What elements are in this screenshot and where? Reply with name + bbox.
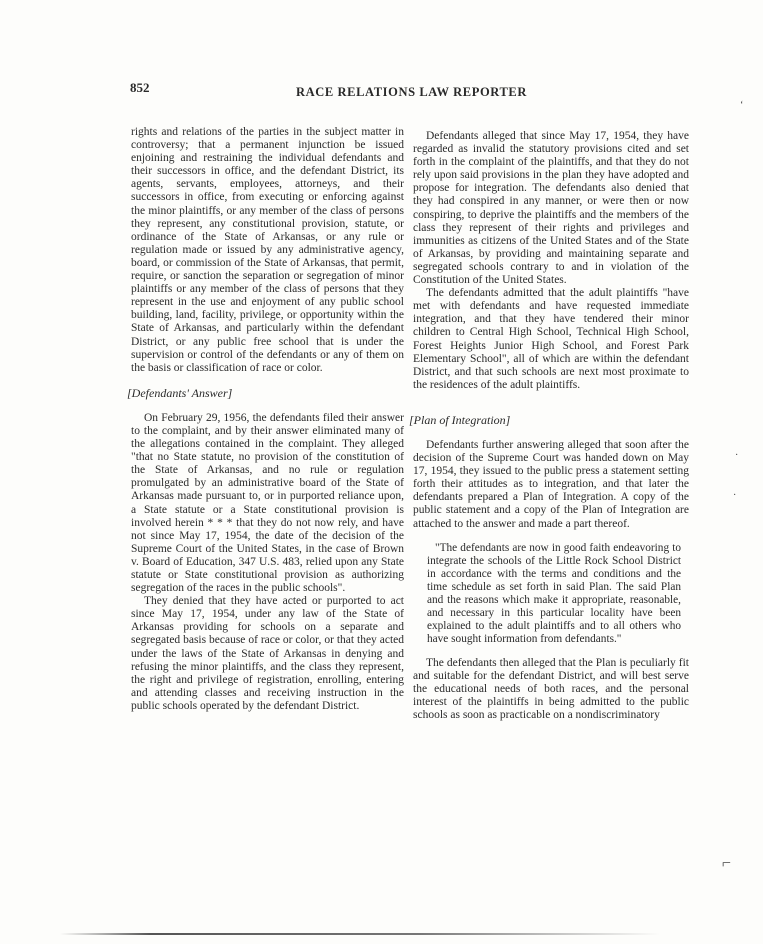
paragraph: On February 29, 1956, the defendants filed their answer to the complaint, and by their answer eliminated many of the allegations contained in the complaint. They alleged "that no State statute, no provision of the constitution of the State of Arkansas, and no rule or regulation promulgated by an administrative board of the State of Arkansas made pursuant to, or in purported reliance upon, a State statute or a State constitutional provision is involved herein * * * that they do not now rely, and have not since May 17, 1954, the date of the decision of the Supreme Court of the United States, in the case of Brown v. Board of Education, 347 U.S. 483, relied upon any State statute or State constitutional provision as authorizing segregation of the races in the public schools".	[131, 411, 404, 595]
paragraph: The defendants admitted that the adult plaintiffs "have met with defendants and have requested immediate integration, and that they have tendered their minor children to Central High School, Technical High School, Forest Heights Junior High School, and Forest Park Elementary School", all of which are within the defendant District, and that such schools are next most proximate to the residences of the adult plaintiffs.	[413, 287, 689, 391]
page-edge-shadow	[60, 933, 660, 935]
quote-text: "The defendants are now in good faith endeavoring to integrate the schools of the Little Rock School District in accordance with the terms and conditions and the time schedule as set forth in said Plan. The said Plan and the reasons which make it appropriate, reasonable, and necessary in this particular locality have been explained to the adult plaintiffs and to all others who have sought information from defendants."	[427, 541, 681, 645]
block-quote	[427, 542, 681, 646]
left-column	[127, 126, 404, 713]
page-number: 852	[130, 80, 150, 95]
margin-speck: ʻ	[740, 100, 744, 111]
section-heading-plan-of-integration: [Plan of Integration]	[409, 412, 511, 427]
paragraph: Defendants further answering alleged that soon after the decision of the Supreme Court was handed down on May 17, 1954, they issued to the public press a statement setting forth their attitudes as to integration, and that later the defendants prepared a Plan of Integration. A copy of the public statement and a copy of the Plan of Integration are attached to the answer and made a part thereof.	[413, 438, 689, 530]
margin-mark: ⌐	[722, 855, 732, 872]
margin-speck: ·	[735, 450, 739, 461]
right-column	[409, 130, 689, 722]
paragraph: rights and relations of the parties in the subject matter in controversy; that a permanent injunction be issued enjoining and restraining the individual defendants and their successors in office, and the defendant District, its agents, servants, employees, attorneys, and their successors in office, from executing or enforcing against the minor plaintiffs, or any member of the class of persons they represent, any constitutional provision, statute, or ordinance of the State of Arkansas, or any rule or regulation made or issued by any administrative agency, board, or commission of the State of Arkansas, that permit, require, or sanction the separation or segregation of minor plaintiffs or any member of the class of persons that they represent in the use and enjoyment of any public school building, land, facility, privilege, or opportunity within the State of Arkansas, and particularly within the defendant District, or any public free school that is under the supervision or control of the defendants or any of them on the basis or classification of race or color.	[131, 126, 404, 374]
paragraph: The defendants then alleged that the Plan is peculiarly fit and suitable for the defendant District, and will best serve the educational needs of both races, and the personal interest of the plaintiffs in being admitted to the public schools as soon as practicable on a nondiscriminatory	[413, 656, 689, 721]
running-head: RACE RELATIONS LAW REPORTER	[296, 85, 527, 99]
paragraph: Defendants alleged that since May 17, 1954, they have regarded as invalid the statutory provisions cited and set forth in the complaint of the plaintiffs, and that they do not rely upon said provisions in the plan they have adopted and propose for integration. The defendants also denied that they had conspired in any manner, or were then or now conspiring, to deprive the plaintiffs and the members of the class they represent of their rights and privileges and immunities as citizens of the United States and of the State of Arkansas, by providing and maintaining separate and segregated schools contrary to and in violation of the Constitution of the United States.	[413, 130, 689, 287]
section-heading-defendants-answer: [Defendants' Answer]	[127, 385, 233, 400]
paragraph: They denied that they have acted or purported to act since May 17, 1954, under any law of the State of Arkansas providing for schools on a separate and segregated basis because of race or color, or that they acted under the laws of the State of Arkansas in denying and refusing the minor plaintiffs, and the class they represent, the right and privilege of registration, enrolling, entering and attending classes and receiving instruction in the public schools operated by the defendant District.	[131, 595, 404, 712]
margin-speck: ·	[733, 490, 737, 501]
